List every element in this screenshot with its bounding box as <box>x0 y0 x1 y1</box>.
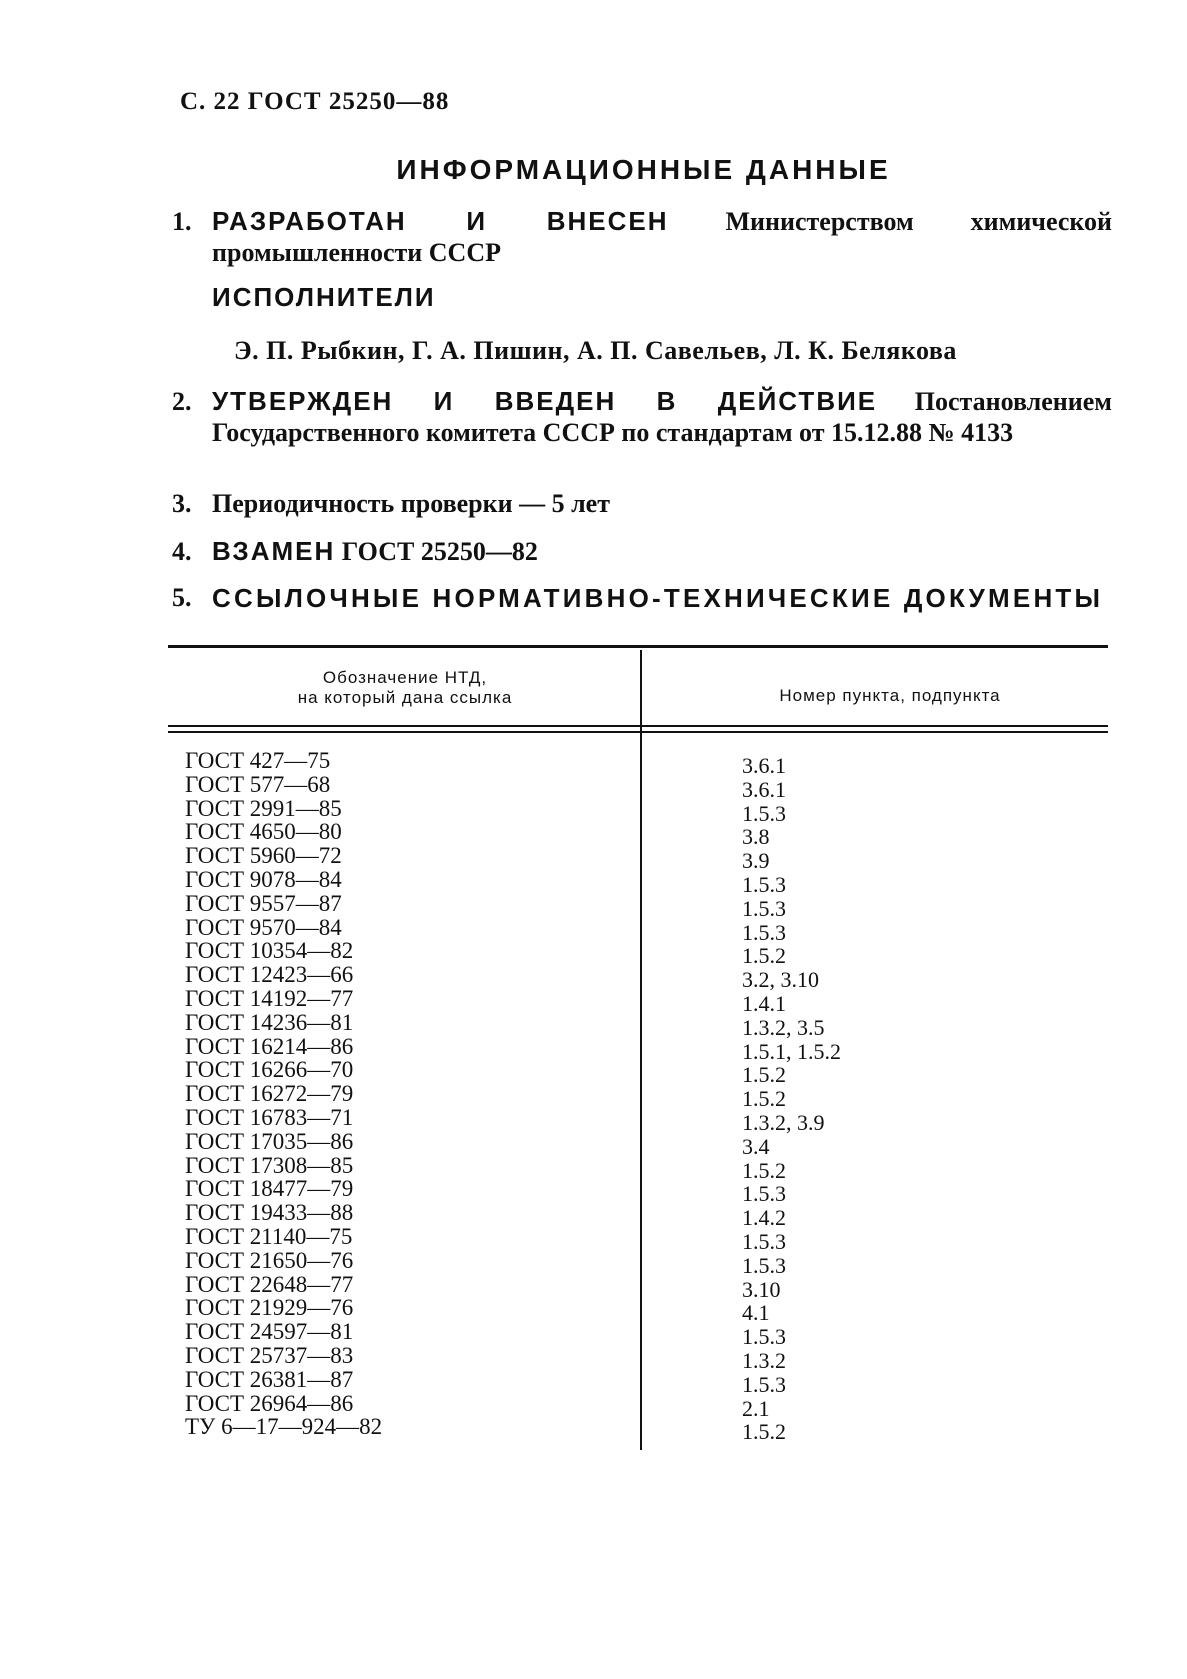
item-2-number: 2. <box>172 387 192 416</box>
table-row-ref: 1.5.1, 1.5.2 <box>742 1038 841 1064</box>
table-row-ref: 1.5.3 <box>742 800 786 826</box>
table-row-doc: ГОСТ 16266—70 <box>185 1057 354 1083</box>
item-1-text: Министерством химической промышленности СССР <box>212 207 1112 267</box>
table-row-ref: 1.4.1 <box>742 990 786 1016</box>
table-row-ref: 1.5.3 <box>742 1228 786 1254</box>
table-row-ref: 1.4.2 <box>742 1205 786 1231</box>
table-row-ref: 1.5.2 <box>742 1062 786 1088</box>
table-row-ref: 3.6.1 <box>742 776 786 802</box>
item-3 <box>172 488 1112 519</box>
table-header-rule-2 <box>168 731 1108 733</box>
table-row-doc: ГОСТ 21650—76 <box>185 1247 354 1273</box>
col1-header-line1: Обозначение НТД, <box>322 668 488 687</box>
table-row-ref: 1.5.3 <box>742 1252 786 1278</box>
table-row-ref: 3.10 <box>742 1276 781 1302</box>
table-row-doc: ГОСТ 10354—82 <box>185 938 354 964</box>
table-row-ref: 3.8 <box>742 824 770 850</box>
table-row-ref: 1.3.2 <box>742 1347 786 1373</box>
item-2-text: Постановлением Государственного комитета СССР по стандартам от 15.12.88 № 4133 <box>212 387 1112 447</box>
item-5 <box>172 582 1112 615</box>
table-row-ref: 1.5.3 <box>742 1371 786 1397</box>
table-row-doc: ГОСТ 25737—83 <box>185 1342 354 1368</box>
item-1-caps: РАЗРАБОТАН И ВНЕСЕН <box>212 206 669 236</box>
item-2-caps: УТВЕРЖДЕН И ВВЕДЕН В ДЕЙСТВИЕ <box>212 386 878 416</box>
item-4-text: ГОСТ 25250—82 <box>335 537 538 566</box>
table-row-doc: ГОСТ 9557—87 <box>185 890 342 916</box>
table-top-rule <box>168 645 1108 648</box>
ref-column <box>742 754 841 1444</box>
performers-label: ИСПОЛНИТЕЛИ <box>212 282 436 312</box>
table-row-doc: ГОСТ 21140—75 <box>185 1223 353 1249</box>
table-row-doc: ГОСТ 12423—66 <box>185 962 354 988</box>
table-row-ref: 4.1 <box>742 1300 770 1326</box>
table-row-ref: 3.9 <box>742 848 770 874</box>
table-row-doc: ГОСТ 17308—85 <box>185 1152 354 1178</box>
item-4-caps: ВЗАМЕН <box>212 536 336 566</box>
col2-header: Номер пункта, подпункта <box>779 686 1001 705</box>
table-row-ref: 1.5.3 <box>742 1324 786 1350</box>
table-row-doc: ГОСТ 19433—88 <box>185 1200 354 1226</box>
table-row-doc: ГОСТ 26381—87 <box>185 1366 354 1392</box>
item-3-text: Периодичность проверки — 5 лет <box>212 489 610 518</box>
table-row-ref: 1.5.3 <box>742 1181 786 1207</box>
table-row-doc: ГОСТ 5960—72 <box>185 843 342 869</box>
table-row-ref: 2.1 <box>742 1395 770 1421</box>
table-row-doc: ГОСТ 21929—76 <box>185 1295 354 1321</box>
item-1-number: 1. <box>172 207 192 236</box>
item-5-caps: ССЫЛОЧНЫЕ НОРМАТИВНО-ТЕХНИЧЕСКИЕ ДОКУМЕНТЫ <box>212 583 1104 613</box>
table-row-ref: 3.4 <box>742 1133 770 1159</box>
table-header-rule-1 <box>168 725 1108 727</box>
table-row-doc: ГОСТ 2991—85 <box>185 795 342 821</box>
table-row-doc: ГОСТ 4650—80 <box>185 819 342 845</box>
table-row-ref: 1.5.2 <box>742 943 786 969</box>
item-5-number: 5. <box>172 583 192 612</box>
doc-column <box>185 749 382 1439</box>
table-row-doc: ГОСТ 9078—84 <box>185 866 342 892</box>
item-3-number: 3. <box>172 489 192 518</box>
table-row-doc: ГОСТ 18477—79 <box>185 1176 354 1202</box>
table-row-ref: 3.2, 3.10 <box>742 967 819 993</box>
table-row-doc: ГОСТ 26964—86 <box>185 1390 354 1416</box>
table-row-doc: ГОСТ 24597—81 <box>185 1319 354 1345</box>
table-row-doc: ГОСТ 427—75 <box>185 748 331 773</box>
table-row-ref: 1.3.2, 3.9 <box>742 1109 825 1135</box>
table-row-ref: 1.5.3 <box>742 871 786 897</box>
document-title: ИНФОРМАЦИОННЫЕ ДАННЫЕ <box>396 154 891 185</box>
table-column-divider <box>640 650 642 1450</box>
table-row-ref: 1.5.3 <box>742 919 786 945</box>
table-row-doc: ГОСТ 17035—86 <box>185 1128 354 1154</box>
item-4 <box>172 536 1112 567</box>
table-row-ref: 1.5.3 <box>742 895 786 921</box>
item-4-number: 4. <box>172 537 192 566</box>
table-row-doc: ГОСТ 9570—84 <box>185 914 342 940</box>
table-row-doc: ГОСТ 577—68 <box>185 771 331 797</box>
table-row-doc: ГОСТ 16783—71 <box>185 1104 354 1130</box>
table-row-doc: ГОСТ 14236—81 <box>185 1009 354 1035</box>
col1-header-line2: на который дана ссылка <box>297 688 513 707</box>
table-row-ref: 3.6.1 <box>742 753 786 778</box>
table-row-doc: ТУ 6—17—924—82 <box>185 1414 383 1440</box>
table-row-ref: 1.3.2, 3.5 <box>742 1014 825 1040</box>
table-row-doc: ГОСТ 16272—79 <box>185 1081 354 1107</box>
performers-list: Э. П. Рыбкин, Г. А. Пишин, А. П. Савельев, Л. К. Белякова <box>234 336 957 365</box>
page-header: С. 22 ГОСТ 25250—88 <box>180 88 450 115</box>
table-row-ref: 1.5.2 <box>742 1157 786 1183</box>
item-2 <box>172 386 1112 448</box>
item-1 <box>172 206 1112 268</box>
table-row-doc: ГОСТ 16214—86 <box>185 1033 354 1059</box>
col1-header <box>230 668 580 708</box>
table-row-ref: 1.5.2 <box>742 1086 786 1112</box>
table-row-doc: ГОСТ 22648—77 <box>185 1271 354 1297</box>
table-row-ref: 1.5.2 <box>742 1419 786 1445</box>
table-row-doc: ГОСТ 14192—77 <box>185 985 354 1011</box>
